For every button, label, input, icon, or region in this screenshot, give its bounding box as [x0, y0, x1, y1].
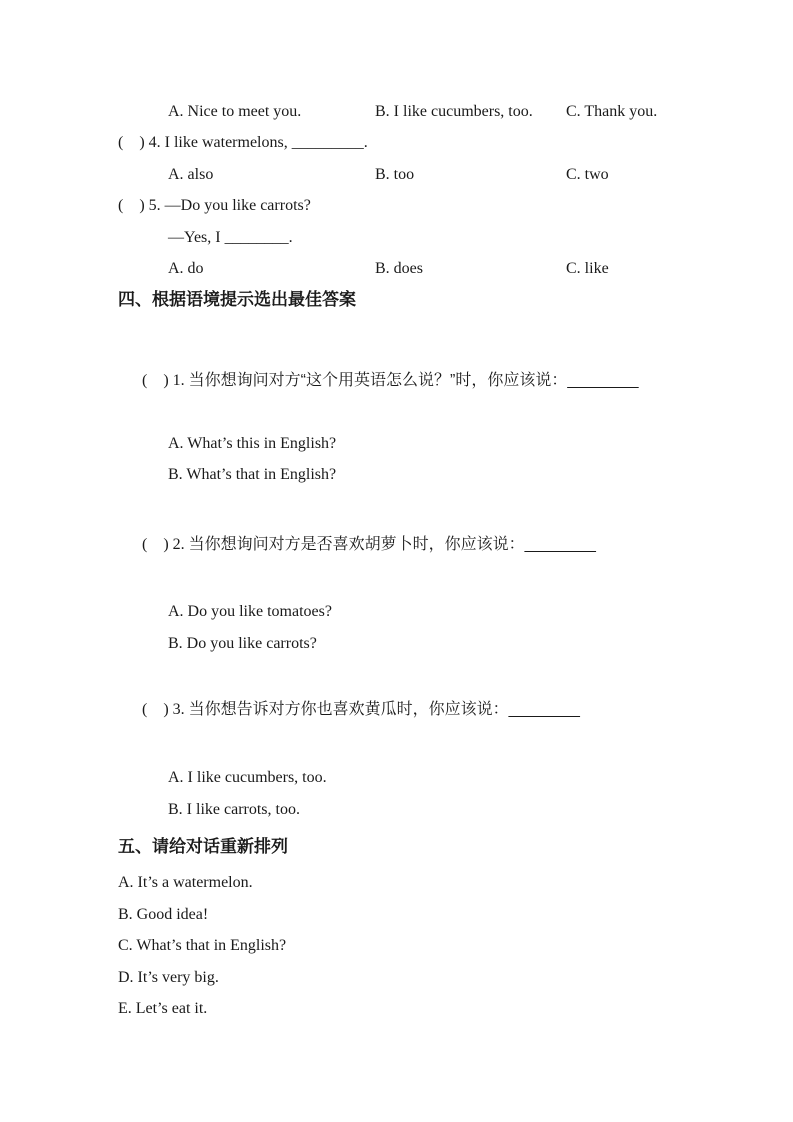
worksheet-content	[118, 96, 733, 1024]
question-number: ( ) 1.	[142, 372, 189, 390]
s4-question-3-stem	[118, 663, 733, 757]
question-number: ( ) 2.	[142, 536, 189, 554]
section-5-heading: 五、请给对话重新排列	[118, 836, 288, 856]
s4-question-3-option-a: A. I like cucumbers, too.	[168, 769, 327, 787]
s4-question-1-option-b: B. What’s that in English?	[168, 466, 337, 484]
s4-question-1-option-a: A. What’s this in English?	[168, 435, 337, 453]
option-c: C. like	[566, 260, 609, 278]
question-4-options-row	[118, 159, 733, 190]
question-text: 当你想询问对方“这个用英语怎么说？”时，你应该说：________	[188, 372, 639, 390]
question-text: 当你想询问对方是否喜欢胡萝卜时，你应该说：________	[188, 536, 596, 554]
question-number: ( ) 3.	[142, 701, 189, 719]
question-5-options-row	[118, 253, 733, 284]
s5-dialogue-item-c: C. What’s that in English?	[118, 937, 287, 955]
option-c: C. Thank you.	[566, 103, 658, 120]
question-5-reply-line: —Yes, I ________.	[168, 228, 293, 246]
s5-dialogue-item-d: D. It’s very big.	[118, 968, 219, 986]
option-a: A. do	[168, 260, 204, 278]
option-b: B. does	[375, 260, 423, 278]
s4-question-2-stem	[118, 498, 733, 592]
s5-dialogue-item-e: E. Let’s eat it.	[118, 999, 208, 1017]
s4-question-3-option-b: B. I like carrots, too.	[168, 800, 300, 818]
option-b: B. too	[375, 165, 415, 183]
question-5-stem: ( ) 5. —Do you like carrots?	[118, 197, 311, 215]
s5-dialogue-item-a: A. It’s a watermelon.	[118, 874, 253, 892]
s5-dialogue-item-b: B. Good idea!	[118, 905, 209, 923]
question-text: 当你想告诉对方你也喜欢黄瓜时，你应该说：________	[188, 701, 580, 719]
question-4-stem: ( ) 4. I like watermelons, _________.	[118, 134, 368, 152]
option-a: A. Nice to meet you.	[168, 103, 302, 120]
section-4-heading: 四、根据语境提示选出最佳答案	[118, 290, 356, 310]
option-b: B. I like cucumbers, too.	[375, 103, 533, 120]
s4-question-2-option-b: B. Do you like carrots?	[168, 634, 317, 652]
s4-question-2-option-a: A. Do you like tomatoes?	[168, 603, 332, 621]
option-a: A. also	[168, 165, 214, 183]
s4-question-1-stem	[118, 334, 733, 428]
option-c: C. two	[566, 165, 609, 183]
question-3-options-row	[118, 96, 733, 127]
